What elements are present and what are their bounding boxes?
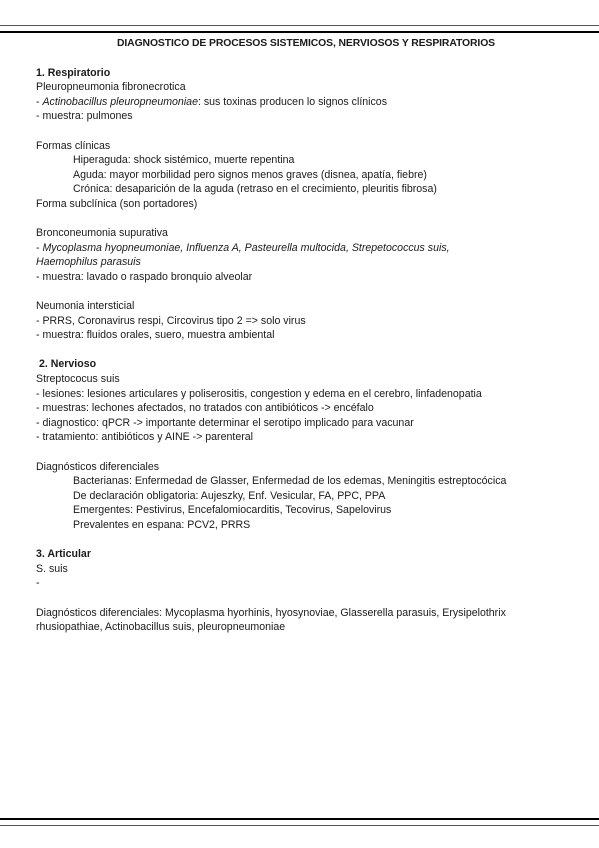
bronco-title: Bronconeumonia supurativa — [36, 227, 168, 240]
forma-item: Crónica: desaparición de la aguda (retraso en el crecimiento, pleuritis fibrosa) — [73, 183, 437, 196]
dd-item: Emergentes: Pestivirus, Encefalomiocarditis, Tecovirus, Sapelovirus — [73, 504, 392, 517]
nervioso-item: - lesiones: lesiones articulares y poliserositis, congestion y edema en el cerebro, linfadenopatia — [36, 387, 482, 400]
bottom-rule-thick — [0, 818, 599, 820]
forma-item: Aguda: mayor morbilidad pero signos menos graves (disnea, apatía, fiebre) — [73, 168, 427, 181]
pleuro-title: Pleuropneumonia fibronecrotica — [36, 81, 186, 94]
bronco-agents: Mycoplasma hyopneumoniae, Influenza A, Pasteurella multocida, Strepetococcus suis, — [42, 241, 450, 254]
document-title: DIAGNOSTICO DE PROCESOS SISTEMICOS, NERVIOSOS Y RESPIRATORIOS — [116, 38, 496, 49]
bronco-agents-line — [36, 241, 576, 256]
pleuro-agent-line — [36, 95, 576, 110]
nervioso-item: - diagnostico: qPCR -> importante determinar el serotipo implicado para vacunar — [36, 416, 414, 429]
top-rule-thin — [0, 25, 599, 26]
dd-title: Diagnósticos diferenciales — [36, 460, 160, 473]
articular-dd-line: rhusiopathiae, Actinobacillus suis, pleuropneumoniae — [36, 621, 286, 634]
document-body — [36, 37, 576, 635]
bronco-muestra: - muestra: lavado o raspado bronquio alveolar — [36, 270, 253, 283]
forma-item: Hiperaguda: shock sistémico, muerte repentina — [73, 154, 295, 167]
neumonia-title: Neumonia intersticial — [36, 300, 135, 313]
pleuro-agent-rest: : sus toxinas producen lo signos clínicos — [197, 95, 387, 108]
top-rule-thick — [0, 31, 599, 33]
articular-agent: S. suis — [36, 562, 68, 575]
nervioso-agent: Streptococus suis — [36, 373, 120, 386]
neumonia-agents: - PRRS, Coronavirus respi, Circovirus tipo 2 => solo virus — [36, 314, 306, 327]
section-heading-articular: 3. Articular — [36, 548, 91, 561]
dd-item: Bacterianas: Enfermedad de Glasser, Enfermedad de los edemas, Meningitis estreptocócica — [73, 475, 507, 488]
dd-item: Prevalentes en espana: PCV2, PRRS — [73, 519, 251, 531]
pleuro-muestra: - muestra: pulmones — [36, 110, 133, 123]
articular-dd-line: Diagnósticos diferenciales: Mycoplasma hyorhinis, hyosynoviae, Glasserella parasuis, Erysipelothrix — [36, 606, 506, 619]
bottom-rule-thin — [0, 825, 599, 826]
nervioso-item: - muestras: lechones afectados, no tratados con antibióticos -> encéfalo — [36, 402, 374, 415]
section-heading-respiratorio: 1. Respiratorio — [36, 66, 111, 79]
prefix: - — [36, 241, 43, 254]
articular-dash: - — [36, 577, 40, 590]
section-heading-nervioso: 2. Nervioso — [36, 358, 97, 371]
bronco-agents-2: Haemophilus parasuis — [36, 256, 141, 269]
formas-title: Formas clínicas — [36, 139, 111, 152]
prefix: - — [36, 95, 43, 108]
neumonia-muestra: - muestra: fluidos orales, suero, muestra ambiental — [36, 329, 275, 342]
dd-item: De declaración obligatoria: Aujeszky, Enf. Vesicular, FA, PPC, PPA — [73, 489, 386, 502]
forma-subclinica: Forma subclínica (son portadores) — [36, 197, 198, 210]
nervioso-item: - tratamiento: antibióticos y AINE -> parenteral — [36, 431, 253, 444]
pleuro-agent: Actinobacillus pleuropneumoniae — [42, 95, 198, 108]
